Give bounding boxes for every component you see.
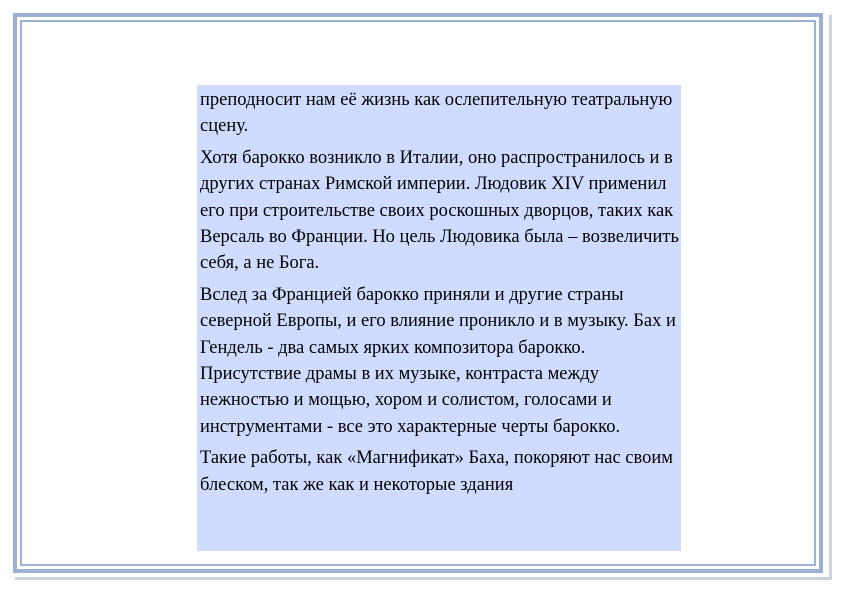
text-box: [197, 85, 681, 551]
frame-shadow-right: [829, 15, 832, 578]
paragraph-3: Вслед за Францией барокко приняли и другие страны северной Европы, и его влияние проникло и в музыку. Бах и Гендель - два самых ярких композитора барокко. Присутствие драмы в их музыке, контраста между нежностью и мощью, хором и солистом, голосами и инструментами - все это характерные черты барокко.: [200, 285, 676, 437]
paragraph-4: Такие работы, как «Магнификат» Баха, покоряют нас своим блеском, так же как и некоторые здания: [200, 448, 673, 495]
paragraph-1: преподносит нам её жизнь как ослепительную театральную сцену.: [200, 90, 673, 137]
paragraph-2: Хотя барокко возникло в Италии, оно распространилось и в других странах Римской империи. Людовик XIV применил его при строительстве своих роскошных дворцов, таких как Версаль во Франции. Но цель Людовика была – возвеличить себя, а не Бога.: [200, 148, 679, 274]
frame-shadow-bottom: [15, 577, 832, 580]
